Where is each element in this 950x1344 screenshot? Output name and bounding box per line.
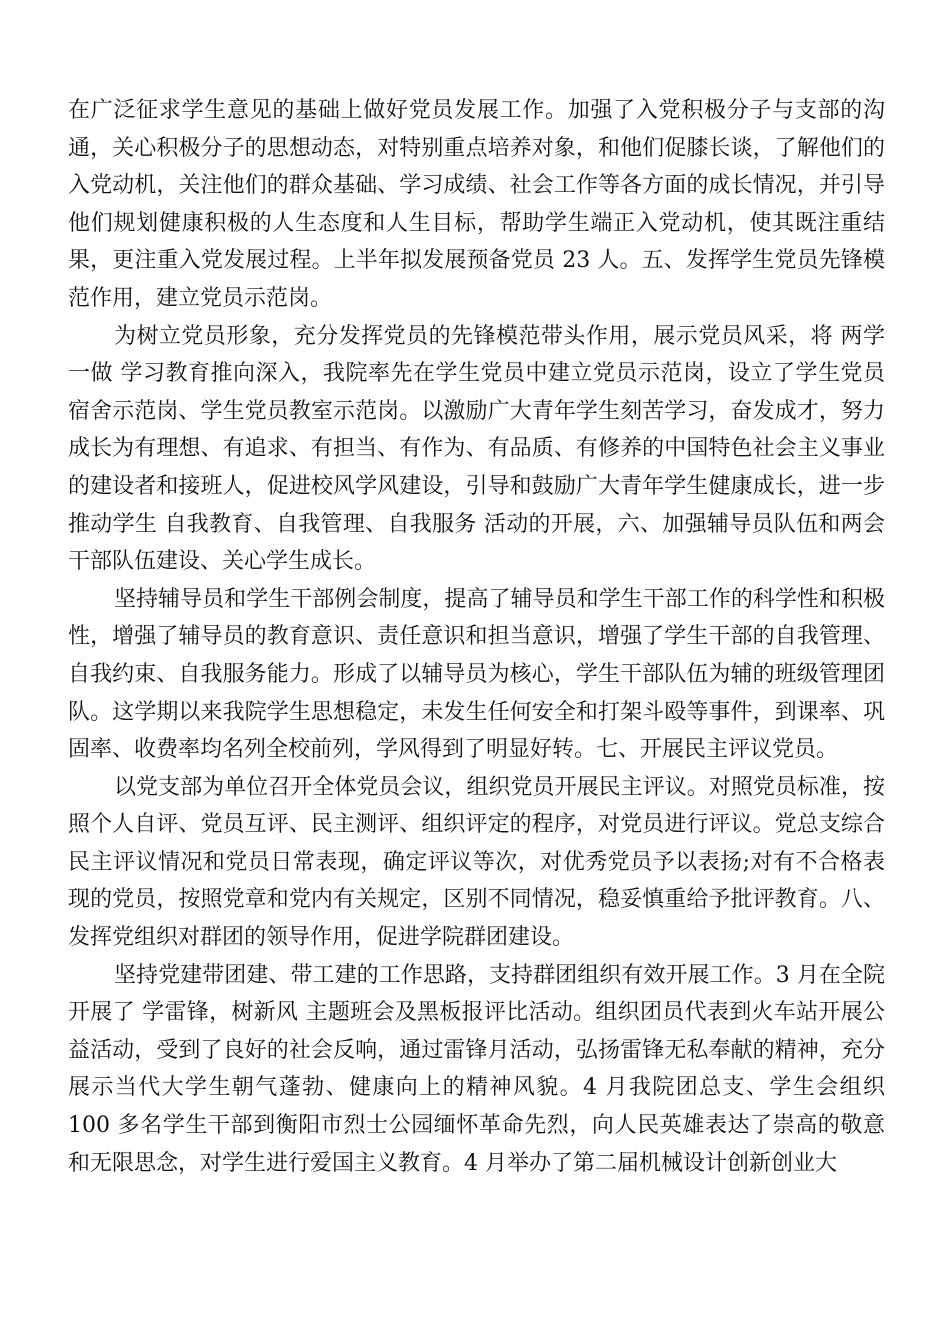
paragraph-counselor-team: 坚持辅导员和学生干部例会制度，提高了辅导员和学生干部工作的科学性和积极性，增强了辅导员的教育意识、责任意识和担当意识，增强了学生干部的自我管理、自我约束、自我服务能力。形成了以辅导员为核心，学生干部队伍为辅的班级管理团队。这学期以来我院学生思想稳定，未发生任何安全和打架斗殴等事件，到课率、巩固率、收费率均名列全校前列，学风得到了明显好转。七、开展民主评议党员。 bbox=[68, 586, 885, 763]
document-body bbox=[68, 92, 885, 1182]
paragraph-democratic-review: 以党支部为单位召开全体党员会议，组织党员开展民主评议。对照党员标准，按照个人自评、党员互评、民主测评、组织评定的程序，对党员进行评议。党总支综合民主评议情况和党员日常表现，确定评议等次，对优秀党员予以表扬;对有不合格表现的党员，按照党章和党内有关规定，区别不同情况，稳妥慎重给予批评教育。八、发挥党组织对群团的领导作用，促进学院群团建设。 bbox=[68, 774, 885, 951]
paragraph-party-member-development: 在广泛征求学生意见的基础上做好党员发展工作。加强了入党积极分子与支部的沟通，关心积极分子的思想动态，对特别重点培养对象，和他们促膝长谈，了解他们的入党动机，关注他们的群众基础、学习成绩、社会工作等各方面的成长情况，并引导他们规划健康积极的人生态度和人生目标，帮助学生端正入党动机，使其既注重结果，更注重入党发展过程。上半年拟发展预备党员 23 人。五、发挥学生党员先锋模范作用，建立党员示范岗。 bbox=[68, 98, 885, 311]
paragraph-model-post: 为树立党员形象，充分发挥党员的先锋模范带头作用，展示党员风采，将 两学一做 学习教育推向深入，我院率先在学生党员中建立党员示范岗，设立了学生党员宿舍示范岗、学生党员教室示范岗。以激励广大青年学生刻苦学习，奋发成才，努力成长为有理想、有追求、有担当、有作为、有品质、有修养的中国特色社会主义事业的建设者和接班人，促进校风学风建设，引导和鼓励广大青年学生健康成长，进一步推动学生 自我教育、自我管理、自我服务 活动的开展，六、加强辅导员队伍和两会干部队伍建设、关心学生成长。 bbox=[68, 323, 885, 575]
paragraph-league-building: 坚持党建带团建、带工建的工作思路，支持群团组织有效开展工作。3 月在全院开展了 学雷锋，树新风 主题班会及黑板报评比活动。组织团员代表到火车站开展公益活动，受到了良好的社会反响，通过雷锋月活动，弘扬雷锋无私奉献的精神，充分展示当代大学生朝气蓬勃、健康向上的精神风貌。4 月我院团总支、学生会组织 100 多名学生干部到衡阳市烈士公园缅怀革命先烈，向人民英雄表达了崇高的敬意和无限思念，对学生进行爱国主义教育。4 月举办了第二届机械设计创新创业大 bbox=[68, 962, 885, 1176]
